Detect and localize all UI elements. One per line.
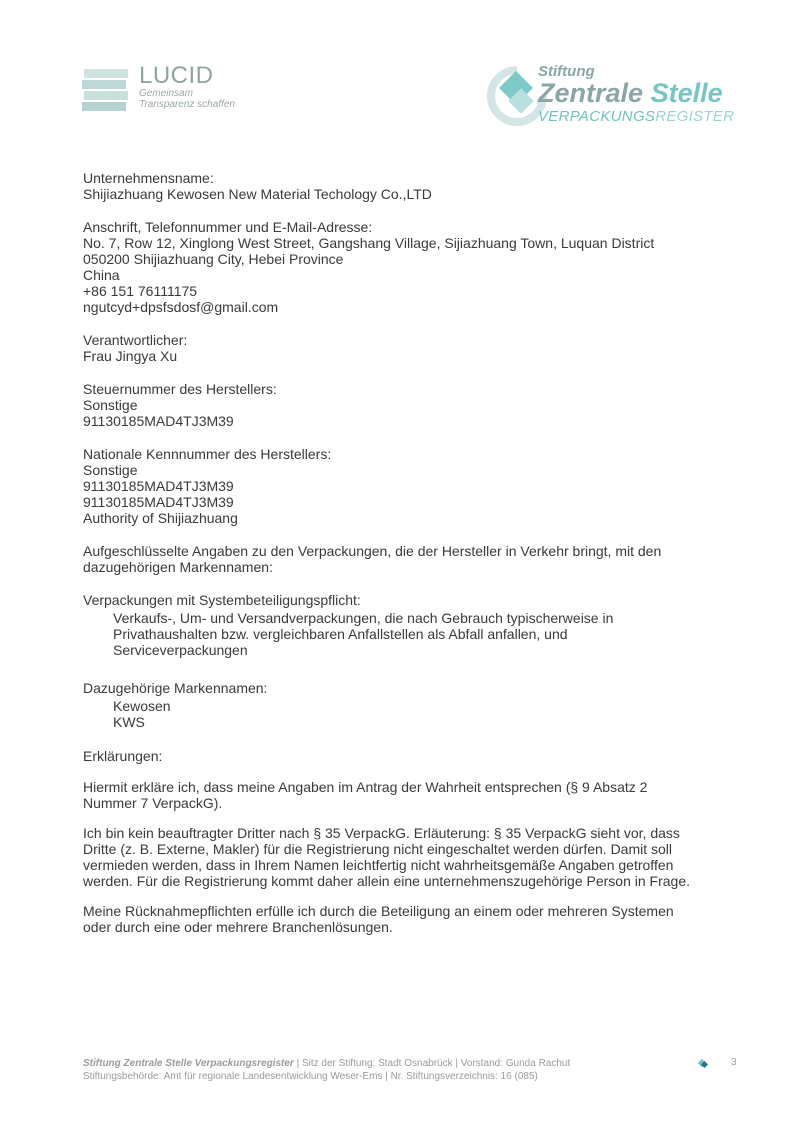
brand-item: Kewosen xyxy=(113,698,171,714)
page-footer xyxy=(83,1057,723,1083)
packaging-description: Verkaufs-, Um- und Versandverpackungen, die nach Gebrauch typischerweise in Privathaushalten bzw. vergleichbaren Anfallstellen als Abfall anfallen, und Serviceverpackungen xyxy=(113,610,614,658)
address-city: 050200 Shijiazhuang City, Hebei Province xyxy=(83,251,344,267)
address-street: No. 7, Row 12, Xinglong West Street, Gangshang Village, Sijiazhuang Town, Luquan District xyxy=(83,235,655,251)
zsvr-title: Zentrale Stelle xyxy=(538,78,723,108)
responsible-section xyxy=(83,332,733,364)
declaration-truth: Hiermit erkläre ich, dass meine Angaben im Antrag der Wahrheit entsprechen (§ 9 Absatz 2 Nummer 7 VerpackG). xyxy=(83,779,648,811)
responsible-label: Verantwortlicher: xyxy=(83,332,188,348)
brands-label: Dazugehörige Markennamen: xyxy=(83,680,268,696)
responsible-name: Frau Jingya Xu xyxy=(83,348,178,364)
address-section xyxy=(83,219,733,315)
national-id-section xyxy=(83,446,733,526)
page-header xyxy=(0,0,793,140)
company-name: Shijiazhuang Kewosen New Material Techology Co.,LTD xyxy=(83,186,432,202)
brands-section xyxy=(83,680,733,730)
zsvr-logo xyxy=(486,62,746,128)
national-id-type: Sonstige xyxy=(83,462,138,478)
tax-type: Sonstige xyxy=(83,397,138,413)
tax-number: 91130185MAD4TJ3M39 xyxy=(83,413,234,429)
document-body xyxy=(83,170,733,952)
national-id-label: Nationale Kennnummer des Herstellers: xyxy=(83,446,332,462)
tax-section xyxy=(83,381,733,429)
address-email: ngutcyd+dpsfsdosf@gmail.com xyxy=(83,299,279,315)
declaration-take-back: Meine Rücknahmepflichten erfülle ich durch die Beteiligung an einem oder mehreren Systemen oder durch eine oder mehrere Branchenlösungen. xyxy=(83,903,674,935)
brands-list xyxy=(83,698,733,730)
company-label: Unternehmensname: xyxy=(83,170,214,186)
footer-org: Stiftung Zentrale Stelle Verpackungsregister xyxy=(83,1058,294,1069)
national-id-number: 91130185MAD4TJ3M39 xyxy=(83,478,234,494)
company-section xyxy=(83,170,733,202)
lucid-logo xyxy=(82,62,262,118)
lucid-logo-icon xyxy=(82,65,132,115)
footer-line-1: Stiftung Zentrale Stelle Verpackungsregister | Sitz der Stiftung: Stadt Osnabrück | Vorstand: Gunda Rachut xyxy=(83,1058,571,1069)
page-number: 3 xyxy=(731,1057,737,1068)
zsvr-register: VERPACKUNGSREGISTER xyxy=(538,108,735,125)
packaging-intro: Aufgeschlüsselte Angaben zu den Verpackungen, die der Hersteller in Verkehr bringt, mit den dazugehörigen Markennamen: xyxy=(83,543,662,575)
lucid-tagline: Gemeinsam Transparenz schaffen xyxy=(139,88,235,110)
footer-line-2: Stiftungsbehörde: Amt für regionale Landesentwicklung Weser-Ems | Nr. Stiftungsverzeichnis: 16 (085) xyxy=(83,1071,538,1082)
lucid-wordmark: LUCID xyxy=(139,62,214,89)
zsvr-stiftung: Stiftung xyxy=(538,63,595,80)
address-country: China xyxy=(83,267,120,283)
brand-item: KWS xyxy=(113,714,145,730)
national-id-authority: Authority of Shijiazhuang xyxy=(83,510,238,526)
address-label: Anschrift, Telefonnummer und E-Mail-Adresse: xyxy=(83,219,373,235)
declarations-label: Erklärungen: xyxy=(83,748,163,764)
packaging-section xyxy=(83,592,733,658)
tax-label: Steuernummer des Herstellers: xyxy=(83,381,277,397)
national-id-number: 91130185MAD4TJ3M39 xyxy=(83,494,234,510)
address-phone: +86 151 76111175 xyxy=(83,283,198,299)
declarations-section xyxy=(83,748,733,935)
zsvr-small-logo-icon xyxy=(697,1059,709,1069)
declaration-third-party: Ich bin kein beauftragter Dritter nach § 35 VerpackG. Erläuterung: § 35 VerpackG sieht vor, dass Dritte (z. B. Externe, Makler) für die Registrierung nicht eingeschaltet werden dürfen. Damit soll vermieden werden, dass in Ihrem Namen leichtfertig nicht wahrheitsgemäße Angaben getroffen werden. Für die Registrierung kommt daher allein eine unternehmenszugehörige Person in Frage. xyxy=(83,825,690,889)
packaging-label: Verpackungen mit Systembeteiligungspflicht: xyxy=(83,592,361,608)
